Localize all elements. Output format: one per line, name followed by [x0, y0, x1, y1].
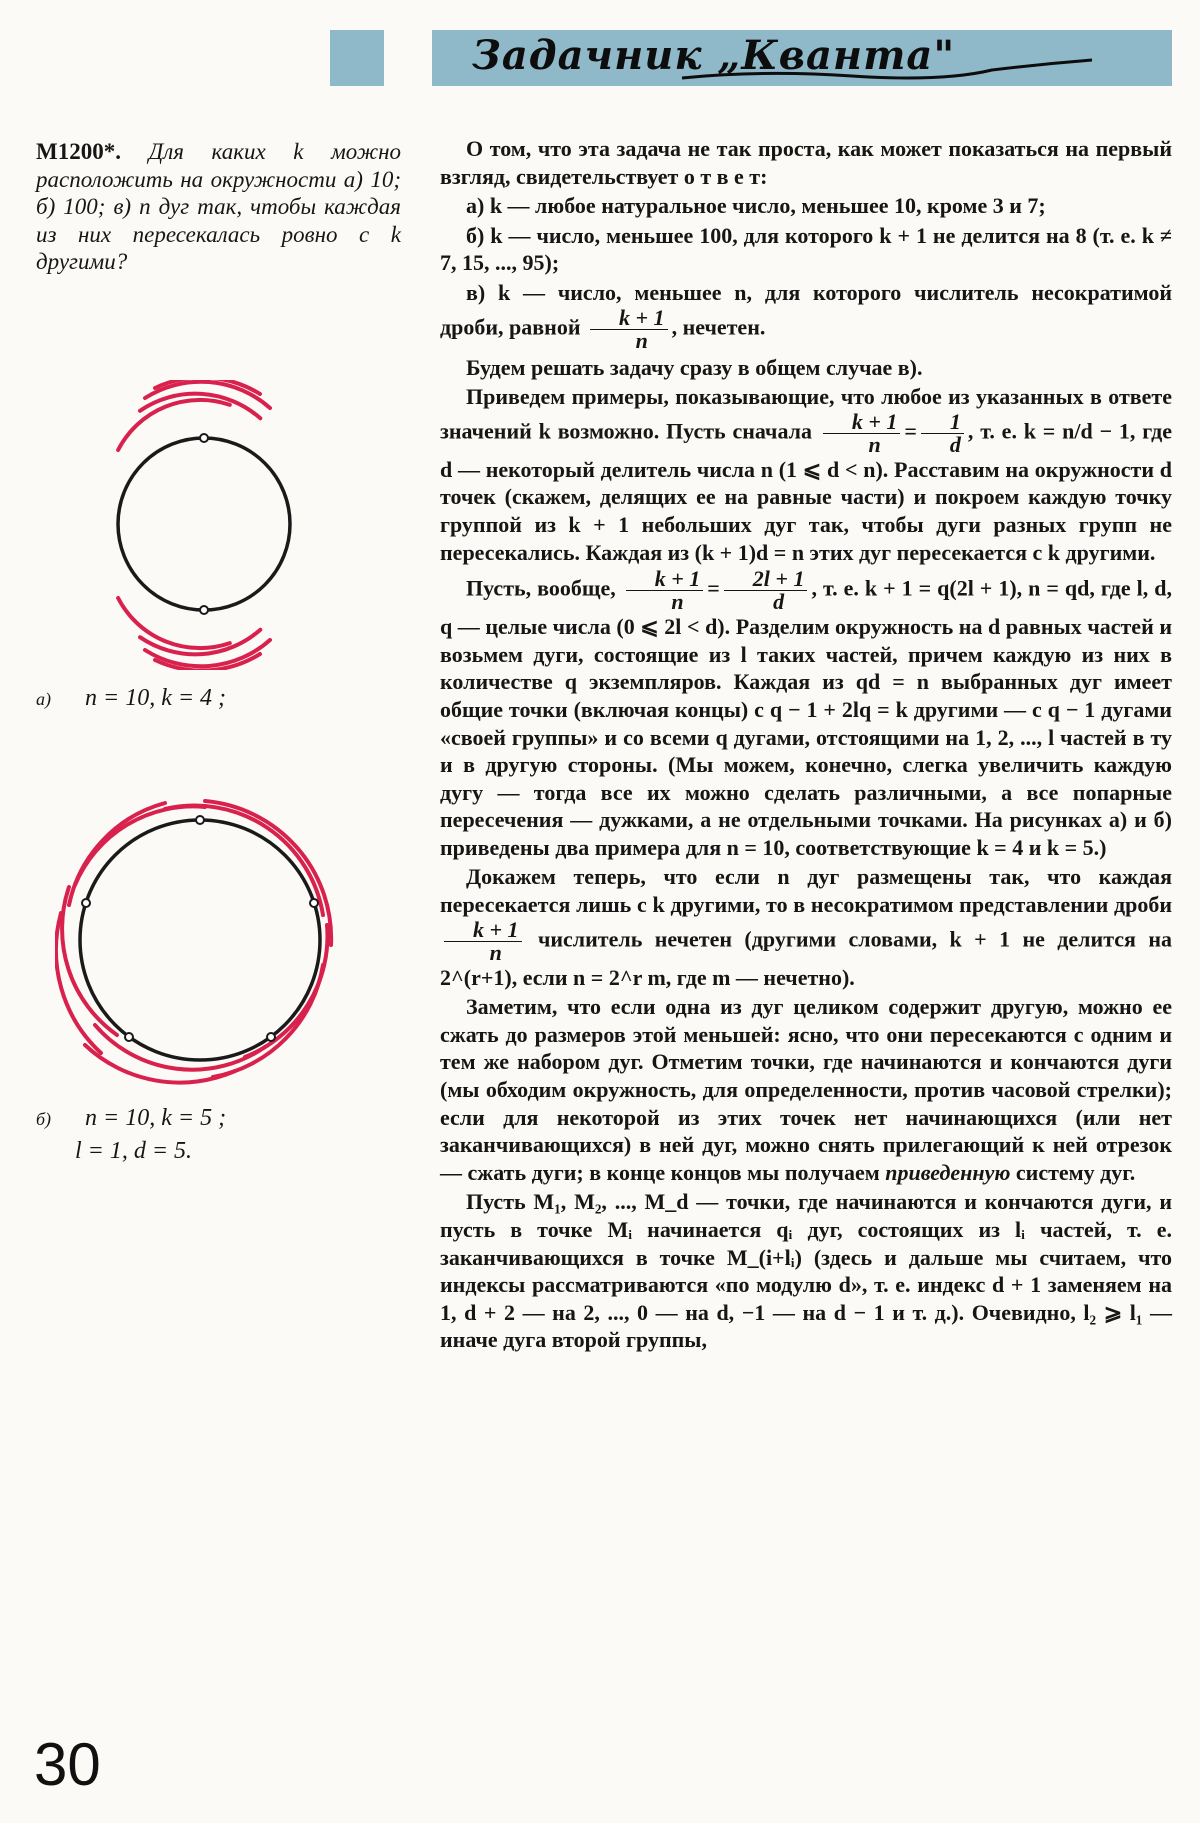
- figure-b-arc-1: [75, 806, 205, 885]
- fraction-denominator: n: [868, 431, 881, 457]
- reduced-term: приведенную: [885, 1159, 1011, 1185]
- paragraph-answer-b: б) k — число, меньшее 100, для которого k + 1 не делится на 8 (т. е. k ≠ 7, 15, ..., 95);: [440, 222, 1172, 276]
- paragraph-answer-a: а) k — любое натуральное число, меньшее 10, кроме 3 и 7;: [466, 193, 1046, 219]
- fraction-denominator: n: [671, 589, 684, 615]
- paragraph-proof-claim: [440, 863, 1172, 991]
- figure-b-caption-line1: [36, 1105, 226, 1132]
- figure-b-point-4: [125, 1033, 133, 1041]
- problem-text: Для каких k можно расположить на окружности а) 10; б) 100; в) n дуг так, чтобы каждая из них пересекалась ровно с k другими?: [36, 139, 402, 274]
- proof-claim-text-1: Докажем теперь, что если n дуг размещены так, что каждая пересекается лишь с k другими, то в несократимом представлении дроби: [440, 864, 1172, 918]
- reduced-text-2: систему дуг.: [1015, 1159, 1136, 1185]
- problem-statement: [36, 138, 401, 276]
- figure-b-circle: [80, 820, 320, 1060]
- page-number: 30: [34, 1731, 101, 1798]
- header-color-block: [330, 30, 384, 86]
- proof-claim-text-2: числитель нечетен (другими словами, k + 1 не делится на 2^(r+1), если n = 2^r m, где m — нечетно).: [440, 926, 1172, 990]
- figure-b-label: б): [36, 1109, 52, 1129]
- fraction-numerator: 1: [921, 411, 964, 434]
- fraction-numerator: k + 1: [590, 307, 668, 330]
- figure-b-caption-line2: [75, 1138, 192, 1165]
- fraction-k1-n: [590, 304, 668, 353]
- fraction-k1-n-2: [823, 408, 901, 457]
- figure-b-point-3: [267, 1033, 275, 1041]
- fraction-1-d: [921, 408, 964, 457]
- fraction-denominator: d: [949, 431, 961, 457]
- figure-a-label: а): [36, 689, 51, 709]
- figure-a-point-top: [200, 434, 208, 442]
- fraction-numerator: 2l + 1: [724, 568, 808, 591]
- problem-number: M1200*.: [36, 139, 121, 164]
- paragraph-reduced-system: [440, 993, 1172, 1186]
- fraction-k1-n-3: [626, 568, 704, 613]
- figure-a-arc-top-2: [140, 394, 260, 419]
- figure-b-point-2: [310, 899, 318, 907]
- figure-b-point-5: [82, 899, 90, 907]
- examples-text-2: , т. е. k = n/d − 1, где d — некоторый делитель числа n (1 ⩽ d < n). Расставим на окружности d точек (скажем, делящих ее на равные части) и покроем каждую точку группой из k + 1 небольших дуг так, чтобы дуги разных групп не пересекались. Каждая из (k + 1)d = n этих дуг пересекается с k другими.: [440, 418, 1172, 565]
- figure-a-point-bottom: [200, 606, 208, 614]
- fraction-numerator: k + 1: [823, 411, 901, 434]
- figure-b-arc-6: [213, 965, 323, 1077]
- paragraph-examples: Приведем примеры, показывающие, что любое из указанных в ответе значений k возможно. Пусть сначала $\frac{k + 1}{n}$ = $\frac{1}{d}$ , т. е. k = n/d − 1, где d — некоторый делитель числа n (1 ⩽ d < n). Расставим на окружности d точек (скажем, делящих ее на равные части) и покроем каждую точку группой из k + 1 небольших дуг так, чтобы дуги разных групп не пересекались. Каждая из (k + 1)d = n этих дуг пересекается с k другими.: [440, 384, 1172, 565]
- figure-a-params: n = 10, k = 4 ;: [85, 685, 227, 711]
- reduced-text-1: Заметим, что если одна из дуг целиком содержит другую, можно ее сжать до размеров этой меньшей: ясно, что они пересекаются с одним и тем же набором дуг. Отметим точки, где начинаются и кончаются дуги (мы обходим окружность, для определенности, против часовой стрелки); если для некоторой из этих точек нет начинающихся (или нет заканчивающихся) в ней дуг, можно снять прилегающий к ней отрезок — сжать дуги; в конце концов мы получаем: [440, 994, 1172, 1185]
- header-title: Задачник „Кванта": [472, 32, 956, 79]
- general-text-2: , т. е. k + 1 = q(2l + 1), n = qd, где l, d, q — целые числа (0 ⩽ 2l < d). Разделим окружность на d равных частей и возьмем дуги, состоящие из l таких частей, причем каждую из них в количестве q экземпляров. Каждая из qd = n выбранных дуг имеет общие точки (включая концы) с q − 1 + 2lq = k другими — с q − 1 дугами «своей группы» и со всеми q дугами, отстоящими на 1, 2, ..., l частей в ту и в другую стороны. (Мы можем, конечно, слегка увеличить каждую дугу — тогда все их можно сделать различными, а все попарные пересечения — дужками, а не отдельными точками. На рисунках а) и б) приведены два примера для n = 10, соответствующие k = 4 и k = 5.): [440, 575, 1172, 860]
- paragraph-general-example: Пусть, вообще, $\frac{k + 1}{n}$ = $\frac{2l + 1}{d}$ , т. е. k + 1 = q(2l + 1), n = qd, где l, d, q — целые числа (0 ⩽ 2l < d). Разделим окружность на d равных частей и возьмем дуги, состоящие из l таких частей, причем каждую из них в количестве q экземпляров. Каждая из qd = n выбранных дуг имеет общие точки (включая концы) с q − 1 + 2lq = k другими — с q − 1 дугами «своей группы» и со всеми q дугами, отстоящими на 1, 2, ..., l частей в ту и в другую стороны. (Мы можем, конечно, слегка увеличить каждую дугу — тогда все их можно сделать различными, а все попарные пересечения — дужками, а не отдельными точками. На рисунках а) и б) приведены два примера для n = 10, соответствующие k = 4 и k = 5.): [440, 566, 1172, 860]
- figure-b-params-1: n = 10, k = 5 ;: [85, 1105, 227, 1131]
- fraction-denominator: d: [773, 589, 785, 615]
- answer-c-end: , нечетен.: [671, 314, 766, 340]
- fraction-2l1-d: [724, 568, 808, 613]
- figure-b: [55, 795, 345, 1085]
- header-banner: [432, 30, 1172, 86]
- main-text: [440, 135, 1172, 1356]
- general-text-1: Пусть, вообще,: [466, 575, 616, 601]
- figure-b-point-1: [196, 816, 204, 824]
- paragraph-general-case: Будем решать задачу сразу в общем случае в).: [466, 354, 923, 380]
- fraction-denominator: n: [635, 327, 648, 353]
- paragraph-points: Пусть M₁, M₂, ..., M_d — точки, где начинаются и кончаются дуги, и пусть в точке Mᵢ начинается qᵢ дуг, состоящих из lᵢ частей, т. е. заканчивающихся в точке M_(i+lᵢ) (здесь и дальше мы считаем, что индексы рассматриваются «по модулю d», т. е. индекс d + 1 заменяем на 1, d + 2 — на 2, ..., 0 — на d, −1 — на d − 1 и т. д.). Очевидно, l₂ ⩾ l₁ — иначе дуга второй группы,: [440, 1189, 1172, 1353]
- fraction-numerator: k + 1: [626, 568, 704, 591]
- answer-c-text: в) k — число, меньшее n, для которого числитель несократимой дроби, равной: [440, 279, 1172, 340]
- paragraph-answer-c: [440, 279, 1172, 352]
- examples-text-1: Приведем примеры, показывающие, что любое из указанных в ответе значений k возможно. Пусть сначала: [440, 384, 1172, 444]
- figure-a-circle: [118, 438, 290, 610]
- figure-a-caption: [36, 685, 226, 712]
- figure-a: [100, 380, 310, 670]
- paragraph-answer-intro: О том, что эта задача не так проста, как может показаться на первый взгляд, свидетельствует о т в е т:: [440, 136, 1172, 189]
- fraction-k1-n-4: [444, 916, 522, 965]
- figure-b-params-2: l = 1, d = 5.: [75, 1138, 193, 1164]
- figure-a-arc-bot-2: [140, 630, 260, 655]
- fraction-numerator: k + 1: [444, 919, 522, 942]
- fraction-denominator: n: [489, 939, 502, 965]
